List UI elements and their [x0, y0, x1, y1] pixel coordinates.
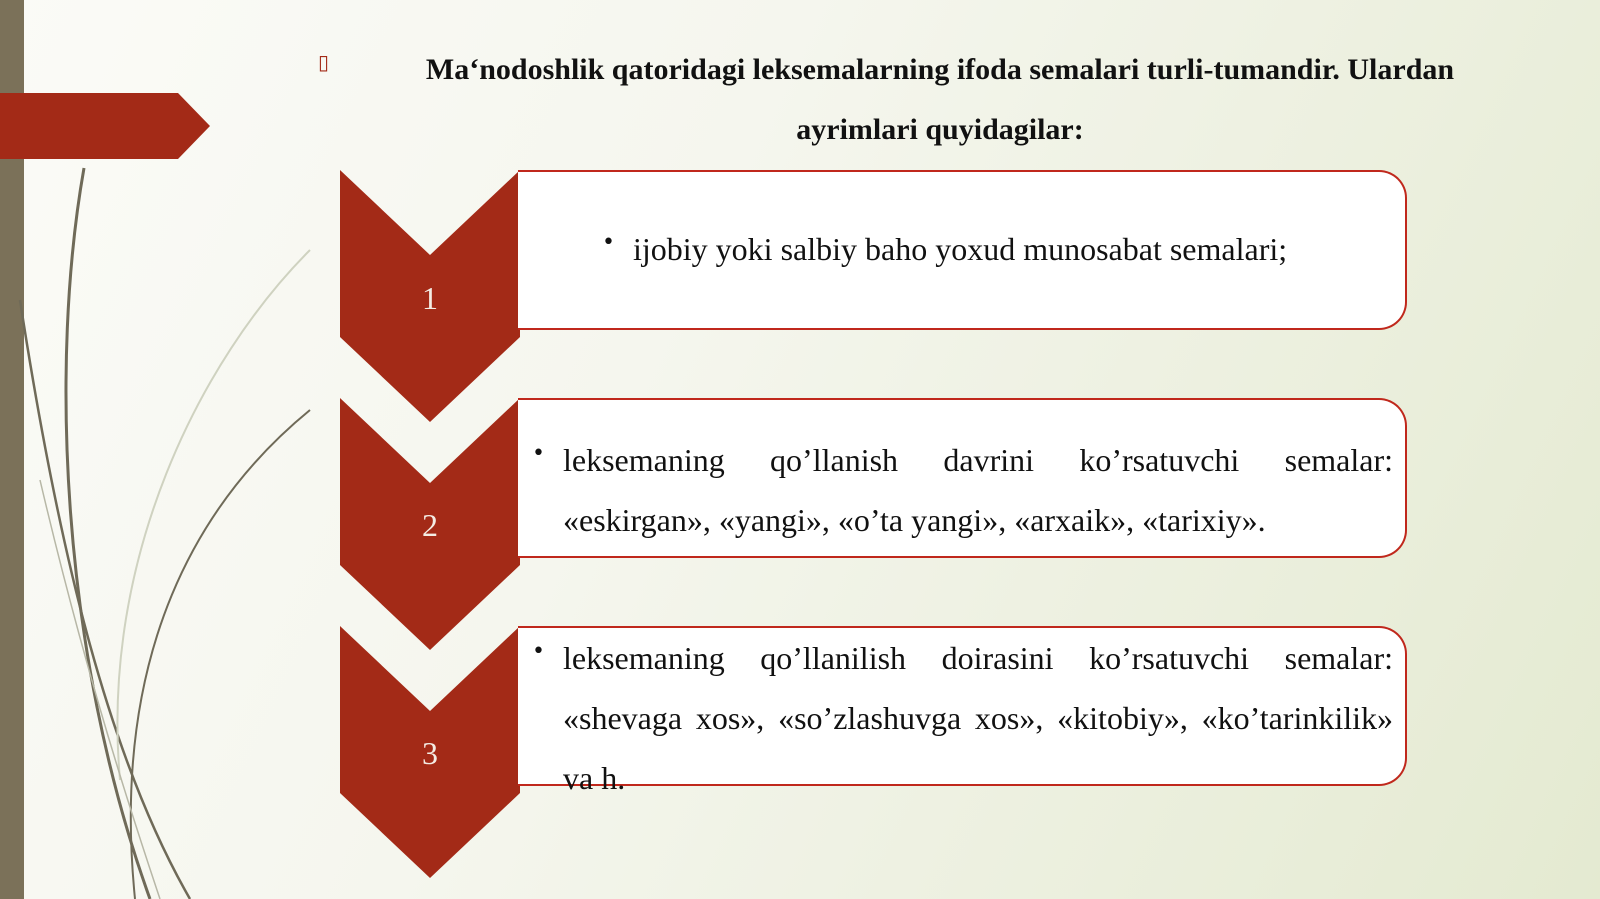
- slide-heading: [340, 40, 1540, 160]
- step-number-1: 1: [422, 280, 438, 316]
- step-text-3: • leksemaning qo’llanilish doirasini ko’rsatuvchi semalar: «shevaga xos», «so’zlashuvga xos», «kitobiy», «ko’tarinkilik» va h.: [563, 628, 1393, 808]
- step-text-2: • leksemaning qo’llanish davrini ko’rsatuvchi semalar: «eskirgan», «yangi», «o’ta yangi», «arxaik», «tarixiy».: [563, 430, 1393, 550]
- bullet-dot-icon: •: [532, 441, 545, 466]
- heading-line-1: Ma‘nodoshlik qatoridagi leksemalarning ifoda semalari turli-tumandir. Ulardan: [425, 53, 1455, 86]
- step-number-3: 3: [422, 735, 438, 771]
- square-bullet-icon: ▯: [318, 50, 330, 74]
- bullet-dot-icon: •: [532, 639, 545, 664]
- step-number-2: 2: [422, 507, 438, 543]
- heading-line-2: ayrimlari quyidagilar:: [796, 113, 1084, 146]
- bullet-dot-icon: •: [602, 230, 615, 255]
- step-text-1: • ijobiy yoki salbiy baho yoxud munosabat semalari;: [633, 219, 1373, 279]
- red-arrow-tab: [0, 93, 210, 159]
